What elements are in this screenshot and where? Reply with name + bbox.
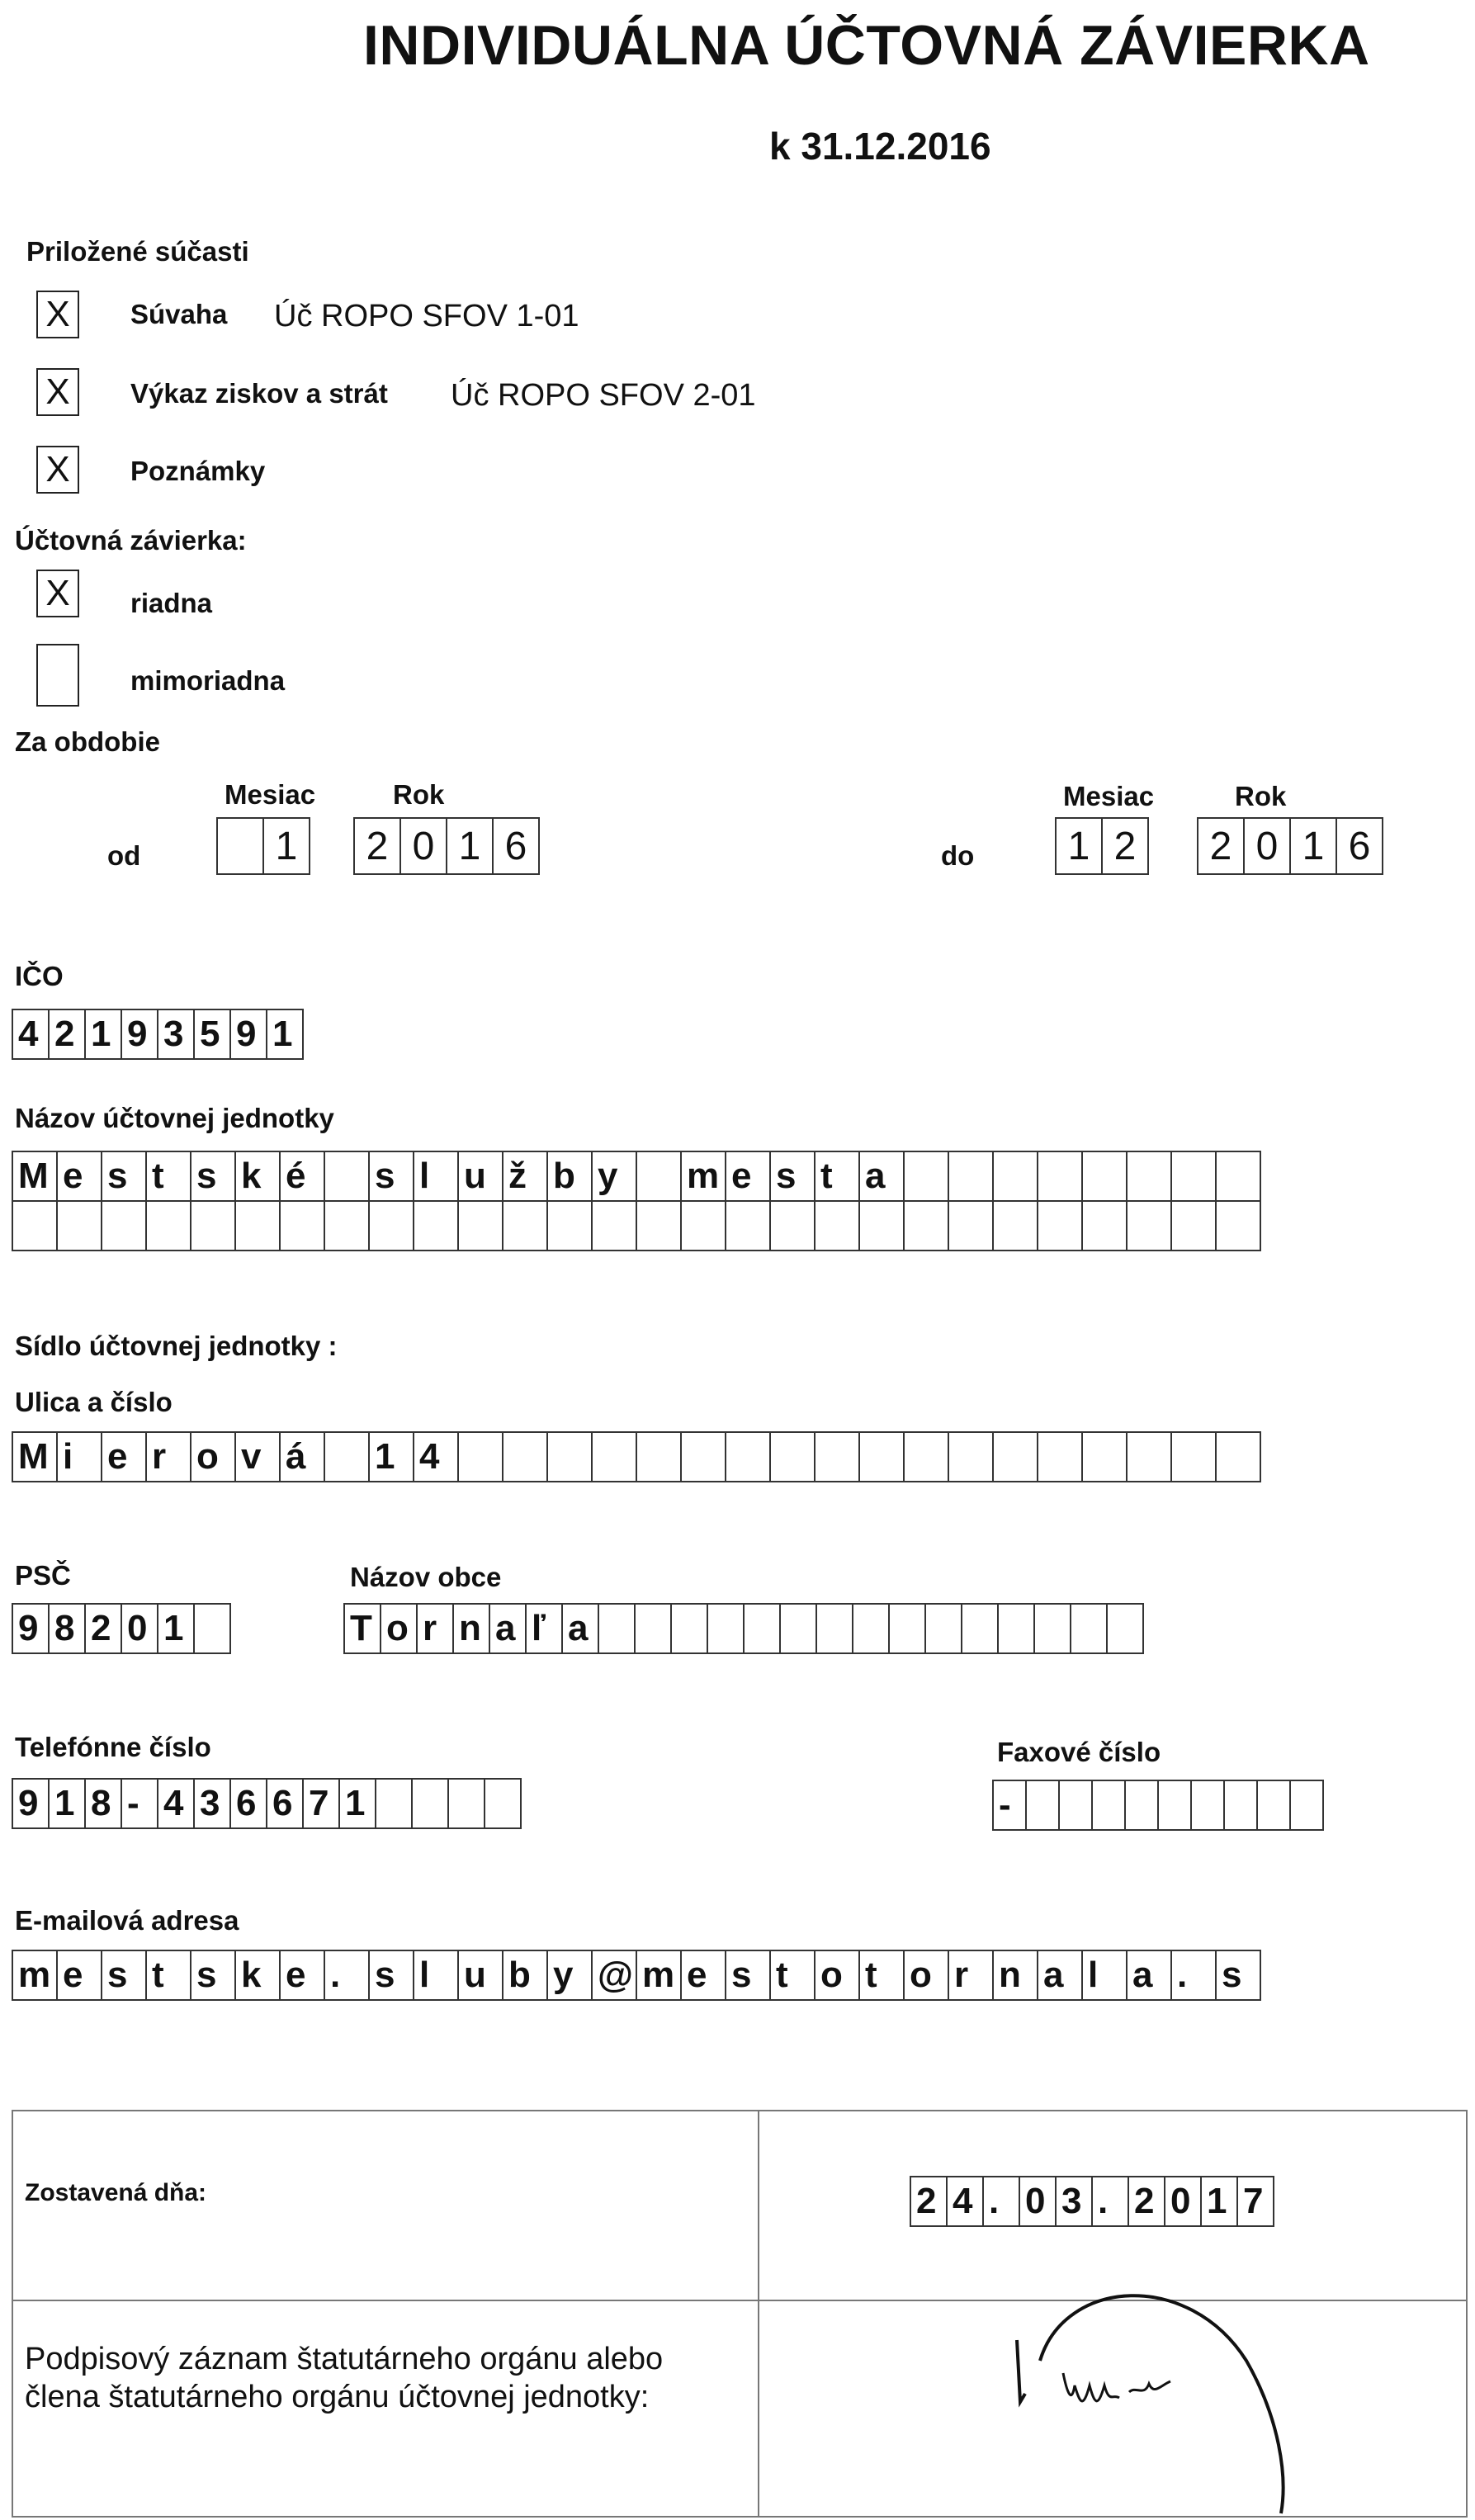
psc-field[interactable] bbox=[12, 1603, 229, 1654]
checkbox-mimoriadna[interactable] bbox=[36, 644, 79, 707]
seat-heading: Sídlo účtovnej jednotky : bbox=[15, 1331, 338, 1361]
to-month-digit: 2 bbox=[1101, 817, 1149, 875]
attachment-label-suvaha: Súvaha bbox=[130, 299, 228, 329]
psc-digit: 8 bbox=[48, 1603, 86, 1654]
city-char bbox=[852, 1603, 890, 1654]
email-char: m bbox=[636, 1950, 682, 2001]
email-char: s bbox=[1215, 1950, 1261, 2001]
street-char bbox=[814, 1431, 860, 1482]
email-char: e bbox=[680, 1950, 726, 2001]
city-char bbox=[743, 1603, 781, 1654]
fax-char bbox=[1289, 1780, 1324, 1831]
city-char: n bbox=[452, 1603, 490, 1654]
entity-name-char bbox=[948, 1200, 994, 1251]
city-char bbox=[707, 1603, 745, 1654]
city-char bbox=[997, 1603, 1035, 1654]
city-char bbox=[1106, 1603, 1144, 1654]
compiled-date-char: 1 bbox=[1200, 2176, 1238, 2227]
phone-char: 3 bbox=[193, 1778, 231, 1829]
phone-char bbox=[411, 1778, 449, 1829]
phone-char bbox=[447, 1778, 485, 1829]
entity-name-char bbox=[1081, 1151, 1128, 1202]
from-label: od bbox=[107, 840, 141, 871]
ico-digit: 2 bbox=[48, 1009, 86, 1060]
email-char: t bbox=[145, 1950, 191, 2001]
phone-char: 6 bbox=[266, 1778, 304, 1829]
entity-name-char: t bbox=[145, 1151, 191, 1202]
email-char: t bbox=[769, 1950, 816, 2001]
email-char: y bbox=[546, 1950, 593, 2001]
compiled-date-char: 7 bbox=[1236, 2176, 1274, 2227]
street-char bbox=[725, 1431, 771, 1482]
compiled-date-char: 2 bbox=[1128, 2176, 1165, 2227]
phone-char: 6 bbox=[229, 1778, 267, 1829]
to-month-field[interactable] bbox=[1055, 817, 1147, 875]
entity-name-char: m bbox=[680, 1151, 726, 1202]
street-char: o bbox=[190, 1431, 236, 1482]
from-month-label: Mesiac bbox=[225, 779, 316, 810]
from-year-digit: 6 bbox=[492, 817, 540, 875]
entity-name-char: t bbox=[814, 1151, 860, 1202]
city-field[interactable] bbox=[343, 1603, 1142, 1654]
email-char: s bbox=[725, 1950, 771, 2001]
from-year-digit: 1 bbox=[446, 817, 494, 875]
entity-name-char bbox=[546, 1200, 593, 1251]
entity-name-char: y bbox=[591, 1151, 637, 1202]
entity-name-row2[interactable] bbox=[12, 1200, 1260, 1251]
street-char bbox=[1215, 1431, 1261, 1482]
fax-field[interactable] bbox=[992, 1780, 1322, 1831]
entity-name-char bbox=[1081, 1200, 1128, 1251]
city-char bbox=[779, 1603, 817, 1654]
compiled-date-char: 2 bbox=[910, 2176, 948, 2227]
entity-name-char bbox=[234, 1200, 281, 1251]
street-char bbox=[591, 1431, 637, 1482]
entity-name-char bbox=[680, 1200, 726, 1251]
entity-name-char bbox=[1126, 1200, 1172, 1251]
entity-name-char bbox=[1170, 1200, 1217, 1251]
email-char: k bbox=[234, 1950, 281, 2001]
signature-instruction bbox=[25, 2340, 663, 2416]
email-char: s bbox=[368, 1950, 414, 2001]
ico-digit: 3 bbox=[157, 1009, 195, 1060]
phone-char: - bbox=[121, 1778, 158, 1829]
street-char bbox=[1126, 1431, 1172, 1482]
entity-name-char: k bbox=[234, 1151, 281, 1202]
entity-name-char bbox=[1126, 1151, 1172, 1202]
email-char: m bbox=[12, 1950, 58, 2001]
attachment-code-suvaha: Úč ROPO SFOV 1-01 bbox=[274, 299, 579, 333]
entity-name-char bbox=[948, 1151, 994, 1202]
entity-name-char bbox=[1170, 1151, 1217, 1202]
street-char: 4 bbox=[413, 1431, 459, 1482]
email-char: o bbox=[814, 1950, 860, 2001]
ico-digit: 1 bbox=[84, 1009, 122, 1060]
entity-name-char bbox=[903, 1200, 949, 1251]
city-char bbox=[670, 1603, 708, 1654]
to-year-digit: 2 bbox=[1197, 817, 1245, 875]
entity-name-char bbox=[1037, 1200, 1083, 1251]
ico-digit: 4 bbox=[12, 1009, 50, 1060]
entity-name-char bbox=[324, 1200, 370, 1251]
signature-instruction-line-2: člena štatutárneho orgánu účtovnej jednotky: bbox=[25, 2380, 650, 2414]
handwritten-signature bbox=[974, 2262, 1321, 2518]
psc-digit: 1 bbox=[157, 1603, 195, 1654]
compiled-date-char: 0 bbox=[1019, 2176, 1057, 2227]
city-char bbox=[924, 1603, 962, 1654]
entity-name-char: e bbox=[56, 1151, 102, 1202]
from-year-label: Rok bbox=[393, 779, 445, 810]
entity-name-char bbox=[1215, 1200, 1261, 1251]
entity-name-char: M bbox=[12, 1151, 58, 1202]
entity-name-char bbox=[725, 1200, 771, 1251]
entity-name-char bbox=[324, 1151, 370, 1202]
entity-name-char bbox=[814, 1200, 860, 1251]
entity-name-char bbox=[145, 1200, 191, 1251]
option-label-riadna: riadna bbox=[130, 588, 213, 618]
fax-char bbox=[1058, 1780, 1093, 1831]
entity-name-char bbox=[903, 1151, 949, 1202]
phone-char: 1 bbox=[48, 1778, 86, 1829]
street-char: i bbox=[56, 1431, 102, 1482]
street-label: Ulica a číslo bbox=[15, 1387, 173, 1417]
city-char bbox=[888, 1603, 926, 1654]
entity-name-char: b bbox=[546, 1151, 593, 1202]
street-char bbox=[903, 1431, 949, 1482]
to-year-label: Rok bbox=[1235, 781, 1287, 811]
fax-char bbox=[1223, 1780, 1258, 1831]
from-month-field[interactable] bbox=[216, 817, 309, 875]
entity-name-char bbox=[769, 1200, 816, 1251]
compiled-date-char: . bbox=[982, 2176, 1020, 2227]
phone-char: 7 bbox=[302, 1778, 340, 1829]
to-month-label: Mesiac bbox=[1063, 781, 1155, 811]
email-char: . bbox=[324, 1950, 370, 2001]
attachments-heading: Priložené súčasti bbox=[26, 236, 249, 267]
statement-type-heading: Účtovná závierka: bbox=[15, 525, 247, 556]
fax-char: - bbox=[992, 1780, 1027, 1831]
city-char bbox=[961, 1603, 999, 1654]
entity-name-label: Názov účtovnej jednotky bbox=[15, 1103, 334, 1133]
entity-name-char: ž bbox=[502, 1151, 548, 1202]
email-char: t bbox=[858, 1950, 905, 2001]
entity-name-char bbox=[992, 1200, 1038, 1251]
entity-name-char bbox=[591, 1200, 637, 1251]
entity-name-char bbox=[502, 1200, 548, 1251]
street-char bbox=[457, 1431, 503, 1482]
ico-digit: 9 bbox=[121, 1009, 158, 1060]
to-year-field[interactable] bbox=[1197, 817, 1382, 875]
email-field[interactable] bbox=[12, 1950, 1260, 2001]
street-char: M bbox=[12, 1431, 58, 1482]
city-char bbox=[816, 1603, 853, 1654]
street-char: 1 bbox=[368, 1431, 414, 1482]
email-char: n bbox=[992, 1950, 1038, 2001]
email-char: a bbox=[1126, 1950, 1172, 2001]
street-char bbox=[858, 1431, 905, 1482]
entity-name-row1[interactable] bbox=[12, 1151, 1260, 1202]
email-char: l bbox=[413, 1950, 459, 2001]
city-char: a bbox=[489, 1603, 527, 1654]
compiled-date-label: Zostavená dňa: bbox=[25, 2179, 207, 2206]
email-char: . bbox=[1170, 1950, 1217, 2001]
psc-digit: 2 bbox=[84, 1603, 122, 1654]
from-year-digit: 0 bbox=[399, 817, 447, 875]
street-char: v bbox=[234, 1431, 281, 1482]
to-year-digit: 6 bbox=[1336, 817, 1383, 875]
street-char: r bbox=[145, 1431, 191, 1482]
phone-char: 9 bbox=[12, 1778, 50, 1829]
entity-name-char bbox=[190, 1200, 236, 1251]
email-char: r bbox=[948, 1950, 994, 2001]
phone-label: Telefónne číslo bbox=[15, 1732, 211, 1762]
entity-name-char: é bbox=[279, 1151, 325, 1202]
psc-digit: 9 bbox=[12, 1603, 50, 1654]
city-char: a bbox=[561, 1603, 599, 1654]
street-field[interactable] bbox=[12, 1431, 1260, 1482]
entity-name-char bbox=[636, 1151, 682, 1202]
period-heading: Za obdobie bbox=[15, 726, 160, 757]
street-char: e bbox=[101, 1431, 147, 1482]
entity-name-char: u bbox=[457, 1151, 503, 1202]
compiled-date-char: 3 bbox=[1055, 2176, 1093, 2227]
email-char: u bbox=[457, 1950, 503, 2001]
from-month-digit bbox=[216, 817, 264, 875]
compiled-date-char: 0 bbox=[1164, 2176, 1202, 2227]
entity-name-char bbox=[636, 1200, 682, 1251]
street-char bbox=[546, 1431, 593, 1482]
from-month-digit: 1 bbox=[262, 817, 310, 875]
fax-char bbox=[1025, 1780, 1060, 1831]
city-char bbox=[634, 1603, 672, 1654]
ico-label: IČO bbox=[15, 961, 64, 991]
checkbox-poznamky[interactable]: X bbox=[36, 446, 79, 494]
street-char bbox=[1037, 1431, 1083, 1482]
entity-name-char bbox=[101, 1200, 147, 1251]
attachment-code-vykaz: Úč ROPO SFOV 2-01 bbox=[451, 378, 756, 413]
entity-name-char: a bbox=[858, 1151, 905, 1202]
ico-field[interactable] bbox=[12, 1009, 302, 1060]
city-char: r bbox=[416, 1603, 454, 1654]
entity-name-char bbox=[12, 1200, 58, 1251]
street-char bbox=[1081, 1431, 1128, 1482]
entity-name-char bbox=[56, 1200, 102, 1251]
psc-label: PSČ bbox=[15, 1560, 71, 1591]
to-month-digit: 1 bbox=[1055, 817, 1103, 875]
phone-char bbox=[484, 1778, 522, 1829]
street-char bbox=[502, 1431, 548, 1482]
fax-char bbox=[1190, 1780, 1225, 1831]
entity-name-char bbox=[1215, 1151, 1261, 1202]
from-year-digit: 2 bbox=[353, 817, 401, 875]
psc-digit bbox=[193, 1603, 231, 1654]
email-char: l bbox=[1081, 1950, 1128, 2001]
entity-name-char: l bbox=[413, 1151, 459, 1202]
phone-char: 1 bbox=[338, 1778, 376, 1829]
email-char: s bbox=[101, 1950, 147, 2001]
from-year-field[interactable] bbox=[353, 817, 538, 875]
phone-field[interactable] bbox=[12, 1778, 520, 1829]
street-char bbox=[769, 1431, 816, 1482]
entity-name-char: s bbox=[190, 1151, 236, 1202]
email-char: a bbox=[1037, 1950, 1083, 2001]
entity-name-char bbox=[368, 1200, 414, 1251]
checkbox-riadna[interactable]: X bbox=[36, 570, 79, 617]
entity-name-char: s bbox=[368, 1151, 414, 1202]
entity-name-char bbox=[457, 1200, 503, 1251]
entity-name-char: e bbox=[725, 1151, 771, 1202]
document-title: INDIVIDUÁLNA ÚČTOVNÁ ZÁVIERKA bbox=[363, 14, 1370, 77]
city-char: o bbox=[380, 1603, 418, 1654]
compiled-date-char: . bbox=[1091, 2176, 1129, 2227]
checkbox-vykaz[interactable]: X bbox=[36, 368, 79, 416]
checkbox-suvaha[interactable]: X bbox=[36, 291, 79, 338]
email-char: e bbox=[56, 1950, 102, 2001]
fax-label: Faxové číslo bbox=[997, 1737, 1161, 1767]
fax-char bbox=[1124, 1780, 1159, 1831]
fax-char bbox=[1256, 1780, 1291, 1831]
street-char bbox=[948, 1431, 994, 1482]
entity-name-char: s bbox=[769, 1151, 816, 1202]
compiled-date-char: 4 bbox=[946, 2176, 984, 2227]
email-char: @ bbox=[591, 1950, 637, 2001]
email-label: E-mailová adresa bbox=[15, 1905, 239, 1936]
street-char bbox=[636, 1431, 682, 1482]
email-char: e bbox=[279, 1950, 325, 2001]
street-char bbox=[680, 1431, 726, 1482]
ico-digit: 1 bbox=[266, 1009, 304, 1060]
city-char: ľ bbox=[525, 1603, 563, 1654]
phone-char bbox=[375, 1778, 413, 1829]
street-char bbox=[992, 1431, 1038, 1482]
city-char bbox=[598, 1603, 636, 1654]
document-date: k 31.12.2016 bbox=[769, 125, 991, 168]
to-year-digit: 1 bbox=[1289, 817, 1337, 875]
street-char: á bbox=[279, 1431, 325, 1482]
email-char: o bbox=[903, 1950, 949, 2001]
entity-name-char bbox=[413, 1200, 459, 1251]
ico-digit: 5 bbox=[193, 1009, 231, 1060]
entity-name-char bbox=[858, 1200, 905, 1251]
city-char: T bbox=[343, 1603, 381, 1654]
city-label: Názov obce bbox=[350, 1562, 502, 1592]
to-year-digit: 0 bbox=[1243, 817, 1291, 875]
entity-name-char: s bbox=[101, 1151, 147, 1202]
compiled-date-field[interactable] bbox=[910, 2176, 1273, 2227]
street-char bbox=[1170, 1431, 1217, 1482]
fax-char bbox=[1091, 1780, 1126, 1831]
to-label: do bbox=[941, 840, 975, 871]
entity-name-char bbox=[992, 1151, 1038, 1202]
city-char bbox=[1033, 1603, 1071, 1654]
city-char bbox=[1070, 1603, 1108, 1654]
fax-char bbox=[1157, 1780, 1192, 1831]
phone-char: 8 bbox=[84, 1778, 122, 1829]
email-char: s bbox=[190, 1950, 236, 2001]
ico-digit: 9 bbox=[229, 1009, 267, 1060]
attachment-label-poznamky: Poznámky bbox=[130, 456, 266, 486]
email-char: b bbox=[502, 1950, 548, 2001]
entity-name-char bbox=[279, 1200, 325, 1251]
attachment-label-vykaz: Výkaz ziskov a strát bbox=[130, 378, 388, 409]
entity-name-char bbox=[1037, 1151, 1083, 1202]
psc-digit: 0 bbox=[121, 1603, 158, 1654]
option-label-mimoriadna: mimoriadna bbox=[130, 665, 286, 696]
street-char bbox=[324, 1431, 370, 1482]
signature-instruction-line-1: Podpisový záznam štatutárneho orgánu alebo bbox=[25, 2342, 664, 2376]
phone-char: 4 bbox=[157, 1778, 195, 1829]
